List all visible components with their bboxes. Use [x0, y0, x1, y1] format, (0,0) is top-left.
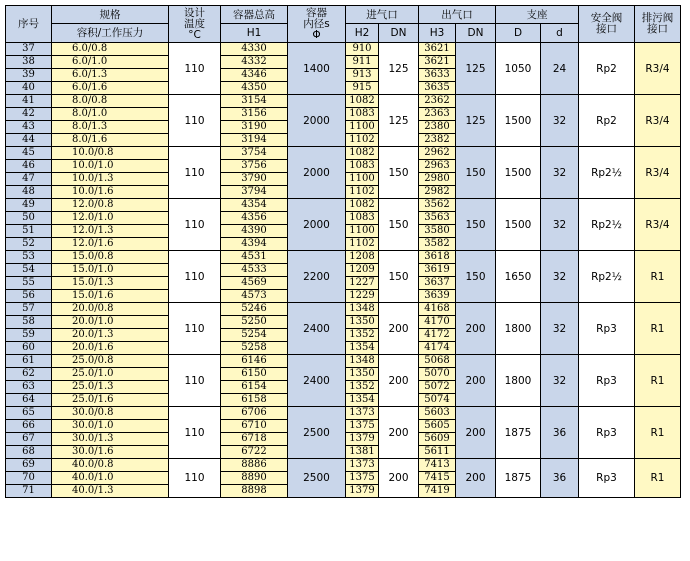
cell-h1: 6146 — [221, 355, 288, 368]
cell-support-D: 1050 — [496, 43, 541, 95]
cell-no: 40 — [6, 82, 52, 95]
spec-table-container — [5, 5, 681, 498]
cell-diam: 2000 — [288, 95, 346, 147]
cell-no: 57 — [6, 303, 52, 316]
cell-support-d: 36 — [541, 407, 579, 459]
cell-h3: 7413 — [419, 459, 456, 472]
table-row — [6, 407, 681, 420]
cell-h2: 1083 — [346, 212, 379, 225]
cell-h1: 5254 — [221, 329, 288, 342]
cell-spec: 25.0/1.3 — [52, 381, 169, 394]
cell-outlet-dn: 150 — [456, 251, 496, 303]
cell-no: 48 — [6, 186, 52, 199]
cell-spec: 10.0/0.8 — [52, 147, 169, 160]
cell-support-d: 24 — [541, 43, 579, 95]
cell-spec: 20.0/1.0 — [52, 316, 169, 329]
cell-drain: R1 — [635, 251, 681, 303]
cell-spec: 10.0/1.6 — [52, 186, 169, 199]
table-row — [6, 43, 681, 56]
cell-h1: 4390 — [221, 225, 288, 238]
header-support-D: D — [496, 24, 541, 43]
cell-h1: 3156 — [221, 108, 288, 121]
cell-h1: 4354 — [221, 199, 288, 212]
cell-outlet-dn: 150 — [456, 199, 496, 251]
cell-spec: 12.0/1.6 — [52, 238, 169, 251]
header-h1: H1 — [221, 24, 288, 43]
cell-no: 61 — [6, 355, 52, 368]
cell-diam: 2000 — [288, 199, 346, 251]
vessel-spec-table — [5, 5, 681, 498]
cell-no: 67 — [6, 433, 52, 446]
cell-h3: 2982 — [419, 186, 456, 199]
cell-diam: 2500 — [288, 407, 346, 459]
cell-h1: 3756 — [221, 160, 288, 173]
cell-h3: 2382 — [419, 134, 456, 147]
cell-h3: 5068 — [419, 355, 456, 368]
table-row — [6, 355, 681, 368]
cell-h1: 3754 — [221, 147, 288, 160]
cell-support-d: 32 — [541, 95, 579, 147]
cell-h1: 4356 — [221, 212, 288, 225]
cell-spec: 8.0/1.0 — [52, 108, 169, 121]
cell-no: 49 — [6, 199, 52, 212]
cell-h3: 3635 — [419, 82, 456, 95]
cell-inlet-dn: 200 — [379, 303, 419, 355]
cell-safety: Rp3 — [579, 407, 635, 459]
cell-h2: 1229 — [346, 290, 379, 303]
cell-drain: R3/4 — [635, 199, 681, 251]
cell-h2: 1100 — [346, 121, 379, 134]
table-row — [6, 251, 681, 264]
cell-h2: 1373 — [346, 459, 379, 472]
header-spec: 规格 — [52, 6, 169, 24]
cell-no: 38 — [6, 56, 52, 69]
cell-support-D: 1650 — [496, 251, 541, 303]
cell-diam: 2000 — [288, 147, 346, 199]
cell-spec: 25.0/1.0 — [52, 368, 169, 381]
header-diam: 容器 内径s Φ — [288, 6, 346, 43]
cell-h2: 1102 — [346, 134, 379, 147]
cell-h2: 1379 — [346, 485, 379, 498]
cell-spec: 40.0/1.0 — [52, 472, 169, 485]
cell-no: 50 — [6, 212, 52, 225]
cell-h3: 5603 — [419, 407, 456, 420]
cell-spec: 30.0/0.8 — [52, 407, 169, 420]
header-outlet-dn: DN — [456, 24, 496, 43]
cell-h1: 3154 — [221, 95, 288, 108]
cell-outlet-dn: 150 — [456, 147, 496, 199]
cell-h1: 3790 — [221, 173, 288, 186]
cell-no: 69 — [6, 459, 52, 472]
cell-spec: 30.0/1.0 — [52, 420, 169, 433]
cell-h2: 1348 — [346, 303, 379, 316]
cell-no: 70 — [6, 472, 52, 485]
cell-h1: 6150 — [221, 368, 288, 381]
cell-h3: 4172 — [419, 329, 456, 342]
cell-h3: 3637 — [419, 277, 456, 290]
cell-h3: 5070 — [419, 368, 456, 381]
cell-spec: 12.0/0.8 — [52, 199, 169, 212]
cell-h1: 5258 — [221, 342, 288, 355]
cell-temp: 110 — [169, 251, 221, 303]
cell-h1: 3190 — [221, 121, 288, 134]
cell-safety: Rp2½ — [579, 147, 635, 199]
header-inlet-h2: H2 — [346, 24, 379, 43]
cell-no: 45 — [6, 147, 52, 160]
cell-h2: 1209 — [346, 264, 379, 277]
cell-support-D: 1500 — [496, 147, 541, 199]
cell-h1: 8890 — [221, 472, 288, 485]
cell-spec: 20.0/0.8 — [52, 303, 169, 316]
cell-temp: 110 — [169, 407, 221, 459]
cell-h1: 6718 — [221, 433, 288, 446]
cell-h3: 2362 — [419, 95, 456, 108]
cell-no: 39 — [6, 69, 52, 82]
cell-h3: 3582 — [419, 238, 456, 251]
cell-h2: 1350 — [346, 368, 379, 381]
cell-temp: 110 — [169, 355, 221, 407]
cell-h2: 1208 — [346, 251, 379, 264]
cell-h1: 6158 — [221, 394, 288, 407]
cell-spec: 6.0/1.3 — [52, 69, 169, 82]
header-spec-sub: 容积/工作压力 — [52, 24, 169, 43]
cell-spec: 10.0/1.3 — [52, 173, 169, 186]
cell-inlet-dn: 150 — [379, 199, 419, 251]
cell-h3: 2980 — [419, 173, 456, 186]
cell-h3: 3633 — [419, 69, 456, 82]
cell-h1: 5250 — [221, 316, 288, 329]
cell-drain: R3/4 — [635, 43, 681, 95]
cell-temp: 110 — [169, 303, 221, 355]
cell-h3: 3618 — [419, 251, 456, 264]
cell-h1: 4350 — [221, 82, 288, 95]
cell-support-D: 1800 — [496, 355, 541, 407]
cell-h3: 7419 — [419, 485, 456, 498]
cell-spec: 20.0/1.3 — [52, 329, 169, 342]
table-body — [6, 43, 681, 498]
cell-outlet-dn: 200 — [456, 355, 496, 407]
cell-spec: 25.0/1.6 — [52, 394, 169, 407]
cell-diam: 1400 — [288, 43, 346, 95]
cell-h2: 1381 — [346, 446, 379, 459]
cell-inlet-dn: 200 — [379, 407, 419, 459]
cell-h3: 5074 — [419, 394, 456, 407]
cell-inlet-dn: 200 — [379, 459, 419, 498]
cell-no: 68 — [6, 446, 52, 459]
cell-spec: 12.0/1.0 — [52, 212, 169, 225]
cell-h2: 1082 — [346, 95, 379, 108]
cell-h2: 1082 — [346, 147, 379, 160]
cell-inlet-dn: 150 — [379, 147, 419, 199]
cell-no: 63 — [6, 381, 52, 394]
cell-no: 42 — [6, 108, 52, 121]
cell-support-d: 32 — [541, 147, 579, 199]
cell-spec: 15.0/0.8 — [52, 251, 169, 264]
cell-h2: 1100 — [346, 173, 379, 186]
cell-h2: 1379 — [346, 433, 379, 446]
cell-h1: 4573 — [221, 290, 288, 303]
cell-h2: 915 — [346, 82, 379, 95]
cell-no: 62 — [6, 368, 52, 381]
cell-spec: 6.0/0.8 — [52, 43, 169, 56]
cell-h1: 4330 — [221, 43, 288, 56]
cell-h3: 3621 — [419, 56, 456, 69]
cell-spec: 10.0/1.0 — [52, 160, 169, 173]
cell-drain: R3/4 — [635, 95, 681, 147]
cell-diam: 2400 — [288, 303, 346, 355]
header-no: 序号 — [6, 6, 52, 43]
cell-no: 46 — [6, 160, 52, 173]
cell-h2: 1102 — [346, 186, 379, 199]
cell-support-d: 32 — [541, 303, 579, 355]
cell-h3: 3563 — [419, 212, 456, 225]
cell-drain: R1 — [635, 355, 681, 407]
cell-h3: 5605 — [419, 420, 456, 433]
cell-diam: 2200 — [288, 251, 346, 303]
cell-spec: 15.0/1.6 — [52, 290, 169, 303]
cell-h1: 6706 — [221, 407, 288, 420]
cell-temp: 110 — [169, 459, 221, 498]
cell-no: 56 — [6, 290, 52, 303]
cell-no: 44 — [6, 134, 52, 147]
cell-diam: 2400 — [288, 355, 346, 407]
cell-safety: Rp3 — [579, 459, 635, 498]
cell-no: 51 — [6, 225, 52, 238]
cell-no: 71 — [6, 485, 52, 498]
cell-spec: 12.0/1.3 — [52, 225, 169, 238]
cell-h1: 6722 — [221, 446, 288, 459]
table-row — [6, 95, 681, 108]
cell-support-D: 1500 — [496, 95, 541, 147]
cell-h2: 1352 — [346, 381, 379, 394]
cell-h1: 4346 — [221, 69, 288, 82]
header-temp: 设计 温度 °C — [169, 6, 221, 43]
cell-h3: 3621 — [419, 43, 456, 56]
cell-drain: R3/4 — [635, 147, 681, 199]
cell-support-d: 32 — [541, 251, 579, 303]
cell-h3: 4170 — [419, 316, 456, 329]
cell-temp: 110 — [169, 199, 221, 251]
cell-support-d: 32 — [541, 199, 579, 251]
header-support-d: d — [541, 24, 579, 43]
cell-support-D: 1875 — [496, 407, 541, 459]
cell-outlet-dn: 200 — [456, 407, 496, 459]
cell-h2: 1354 — [346, 394, 379, 407]
cell-h3: 2963 — [419, 160, 456, 173]
cell-outlet-dn: 125 — [456, 43, 496, 95]
cell-h1: 6710 — [221, 420, 288, 433]
cell-h2: 1348 — [346, 355, 379, 368]
cell-inlet-dn: 125 — [379, 43, 419, 95]
cell-support-d: 32 — [541, 355, 579, 407]
cell-spec: 8.0/1.6 — [52, 134, 169, 147]
cell-h2: 1227 — [346, 277, 379, 290]
cell-h3: 3639 — [419, 290, 456, 303]
cell-h3: 5611 — [419, 446, 456, 459]
cell-spec: 6.0/1.6 — [52, 82, 169, 95]
cell-drain: R1 — [635, 407, 681, 459]
cell-no: 41 — [6, 95, 52, 108]
cell-h3: 5609 — [419, 433, 456, 446]
cell-support-D: 1875 — [496, 459, 541, 498]
cell-safety: Rp2½ — [579, 199, 635, 251]
cell-h3: 3619 — [419, 264, 456, 277]
cell-h3: 4168 — [419, 303, 456, 316]
cell-h2: 1375 — [346, 472, 379, 485]
table-row — [6, 303, 681, 316]
cell-h1: 4394 — [221, 238, 288, 251]
cell-h2: 1102 — [346, 238, 379, 251]
cell-temp: 110 — [169, 95, 221, 147]
header-inlet-dn: DN — [379, 24, 419, 43]
cell-spec: 15.0/1.3 — [52, 277, 169, 290]
cell-h3: 2363 — [419, 108, 456, 121]
cell-no: 58 — [6, 316, 52, 329]
cell-h3: 7415 — [419, 472, 456, 485]
table-header — [6, 6, 681, 43]
table-row — [6, 459, 681, 472]
cell-safety: Rp2 — [579, 43, 635, 95]
cell-no: 54 — [6, 264, 52, 277]
cell-h2: 913 — [346, 69, 379, 82]
cell-h1: 8898 — [221, 485, 288, 498]
cell-outlet-dn: 200 — [456, 303, 496, 355]
cell-no: 52 — [6, 238, 52, 251]
cell-safety: Rp3 — [579, 303, 635, 355]
cell-no: 59 — [6, 329, 52, 342]
cell-h1: 5246 — [221, 303, 288, 316]
header-drain: 排污阀 接口 — [635, 6, 681, 43]
cell-temp: 110 — [169, 43, 221, 95]
cell-h2: 1373 — [346, 407, 379, 420]
cell-no: 47 — [6, 173, 52, 186]
table-row — [6, 199, 681, 212]
cell-spec: 40.0/1.3 — [52, 485, 169, 498]
cell-spec: 30.0/1.6 — [52, 446, 169, 459]
cell-h1: 6154 — [221, 381, 288, 394]
cell-h1: 8886 — [221, 459, 288, 472]
cell-outlet-dn: 125 — [456, 95, 496, 147]
cell-h2: 1100 — [346, 225, 379, 238]
cell-h2: 910 — [346, 43, 379, 56]
cell-h2: 1352 — [346, 329, 379, 342]
header-outlet: 出气口 — [419, 6, 496, 24]
cell-spec: 30.0/1.3 — [52, 433, 169, 446]
cell-inlet-dn: 150 — [379, 251, 419, 303]
cell-safety: Rp2½ — [579, 251, 635, 303]
header-outlet-h3: H3 — [419, 24, 456, 43]
cell-h2: 1082 — [346, 199, 379, 212]
cell-h2: 1083 — [346, 160, 379, 173]
cell-safety: Rp3 — [579, 355, 635, 407]
cell-spec: 8.0/1.3 — [52, 121, 169, 134]
cell-drain: R1 — [635, 303, 681, 355]
cell-spec: 8.0/0.8 — [52, 95, 169, 108]
cell-h2: 1354 — [346, 342, 379, 355]
cell-h3: 5072 — [419, 381, 456, 394]
cell-h1: 4533 — [221, 264, 288, 277]
cell-diam: 2500 — [288, 459, 346, 498]
cell-drain: R1 — [635, 459, 681, 498]
cell-h3: 2380 — [419, 121, 456, 134]
header-inlet: 进气口 — [346, 6, 419, 24]
cell-no: 37 — [6, 43, 52, 56]
cell-spec: 40.0/0.8 — [52, 459, 169, 472]
cell-h1: 4332 — [221, 56, 288, 69]
cell-h3: 2962 — [419, 147, 456, 160]
cell-no: 66 — [6, 420, 52, 433]
cell-temp: 110 — [169, 147, 221, 199]
cell-inlet-dn: 200 — [379, 355, 419, 407]
cell-support-d: 36 — [541, 459, 579, 498]
cell-h1: 3794 — [221, 186, 288, 199]
cell-support-D: 1800 — [496, 303, 541, 355]
cell-h3: 4174 — [419, 342, 456, 355]
cell-no: 43 — [6, 121, 52, 134]
cell-h3: 3562 — [419, 199, 456, 212]
header-height: 容器总高 — [221, 6, 288, 24]
header-support: 支座 — [496, 6, 579, 24]
cell-spec: 20.0/1.6 — [52, 342, 169, 355]
cell-h1: 3194 — [221, 134, 288, 147]
cell-h1: 4531 — [221, 251, 288, 264]
cell-support-D: 1500 — [496, 199, 541, 251]
table-row — [6, 147, 681, 160]
cell-h2: 1375 — [346, 420, 379, 433]
header-safety: 安全阀 接口 — [579, 6, 635, 43]
cell-h2: 1350 — [346, 316, 379, 329]
cell-h2: 911 — [346, 56, 379, 69]
cell-safety: Rp2 — [579, 95, 635, 147]
cell-inlet-dn: 125 — [379, 95, 419, 147]
cell-no: 65 — [6, 407, 52, 420]
cell-no: 53 — [6, 251, 52, 264]
cell-no: 64 — [6, 394, 52, 407]
cell-h2: 1083 — [346, 108, 379, 121]
cell-spec: 25.0/0.8 — [52, 355, 169, 368]
cell-outlet-dn: 200 — [456, 459, 496, 498]
cell-spec: 15.0/1.0 — [52, 264, 169, 277]
cell-h1: 4569 — [221, 277, 288, 290]
cell-no: 55 — [6, 277, 52, 290]
cell-no: 60 — [6, 342, 52, 355]
cell-h3: 3580 — [419, 225, 456, 238]
cell-spec: 6.0/1.0 — [52, 56, 169, 69]
